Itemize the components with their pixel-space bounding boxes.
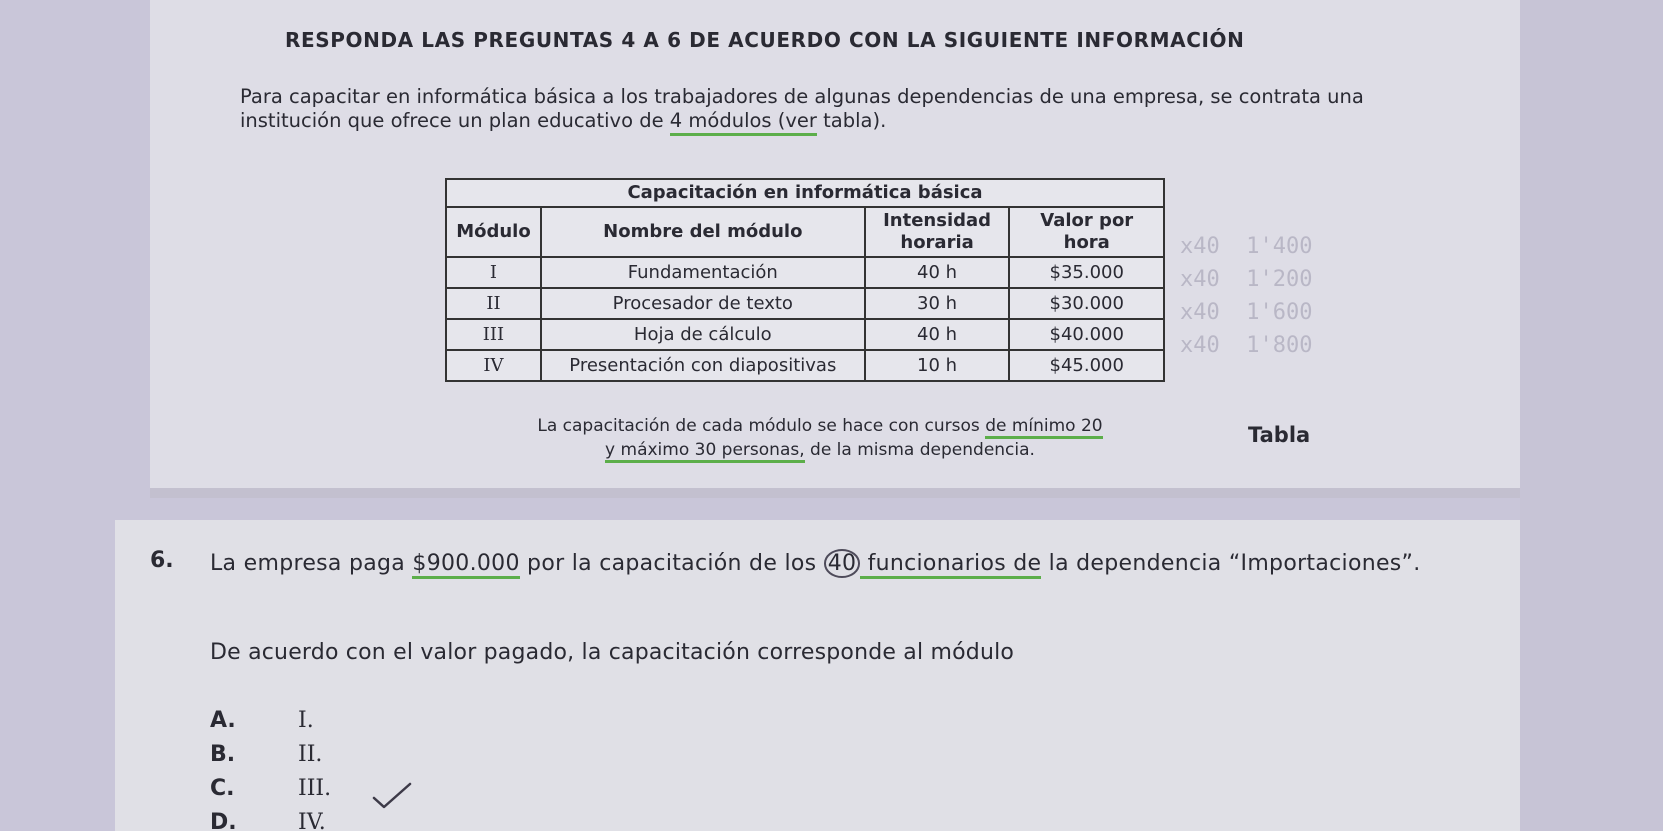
option-value: III.: [298, 776, 332, 801]
answer-option-d[interactable]: [210, 810, 326, 831]
footnote-line-1: [440, 414, 1200, 438]
footnote-text: de la misma dependencia.: [804, 440, 1035, 460]
header-module-name: Nombre del módulo: [541, 207, 865, 257]
option-letter: B.: [210, 742, 236, 767]
answer-option-a[interactable]: [210, 708, 314, 733]
cell-module: II: [446, 288, 541, 319]
table-row: [446, 257, 1164, 288]
footnote-line-2: [440, 438, 1200, 462]
intro-paragraph: [240, 85, 1460, 133]
option-value: I.: [298, 708, 314, 733]
cell-module-name: Fundamentación: [541, 257, 865, 288]
background-surface: [1520, 0, 1663, 831]
cell-hours: 40 h: [865, 319, 1010, 350]
cell-hourly-rate: $35.000: [1009, 257, 1164, 288]
instructions-heading: RESPONDA LAS PREGUNTAS 4 A 6 DE ACUERDO CON LA SIGUIENTE INFORMACIÓN: [285, 28, 1245, 52]
table-title: Capacitación en informática básica: [446, 179, 1164, 207]
option-value: II.: [298, 742, 323, 767]
answer-option-b[interactable]: [210, 742, 322, 767]
table-row: [446, 288, 1164, 319]
cell-hourly-rate: $30.000: [1009, 288, 1164, 319]
option-letter: C.: [210, 776, 235, 801]
intro-text-start: Para capacitar en informática básica a los trabajadores de algunas dependencias de una empresa, se contrata una institución que ofrece un plan educativo de: [240, 85, 1364, 132]
footnote-underlined-maximum: y máximo 30 personas,: [605, 440, 805, 463]
option-letter: A.: [210, 708, 236, 733]
training-modules-table: [445, 178, 1165, 382]
table-footnote: [440, 414, 1200, 462]
header-module: Módulo: [446, 207, 541, 257]
question-employee-count: 40: [824, 549, 861, 578]
question-statement: [210, 548, 1510, 580]
question-text: La empresa paga: [210, 551, 413, 576]
question-number: 6.: [150, 548, 174, 573]
answer-option-c[interactable]: [210, 776, 331, 801]
question-text: la dependencia “Importaciones”.: [1041, 551, 1421, 576]
question-text: por la capacitación de los: [519, 551, 824, 576]
question-amount: $900.000: [412, 551, 519, 579]
table-label: Tabla: [1248, 423, 1311, 447]
header-hours: Intensidad horaria: [865, 207, 1010, 257]
cell-hours: 30 h: [865, 288, 1010, 319]
intro-underlined-phrase: 4 módulos (ver: [670, 109, 817, 136]
cell-hourly-rate: $45.000: [1009, 350, 1164, 381]
table-row: [446, 350, 1164, 381]
cell-hourly-rate: $40.000: [1009, 319, 1164, 350]
cell-hours: 40 h: [865, 257, 1010, 288]
table-row: [446, 319, 1164, 350]
footnote-underlined-minimum: de mínimo 20: [985, 416, 1102, 439]
cell-module-name: Procesador de texto: [541, 288, 865, 319]
checkmark-icon: [372, 780, 412, 810]
intro-text-end: tabla).: [816, 109, 887, 132]
question-prompt: De acuerdo con el valor pagado, la capacitación corresponde al módulo: [210, 640, 1015, 665]
cell-module: I: [446, 257, 541, 288]
footnote-text: La capacitación de cada módulo se hace con cursos: [537, 416, 986, 436]
cell-module-name: Hoja de cálculo: [541, 319, 865, 350]
cell-hours: 10 h: [865, 350, 1010, 381]
header-hourly-rate: Valor por hora: [1009, 207, 1164, 257]
option-value: IV.: [298, 810, 326, 831]
cell-module: III: [446, 319, 541, 350]
cell-module-name: Presentación con diapositivas: [541, 350, 865, 381]
cell-module: IV: [446, 350, 541, 381]
question-underlined-phrase: funcionarios de: [860, 551, 1041, 579]
option-letter: D.: [210, 810, 237, 831]
paper-edge-shadow: [150, 488, 1520, 498]
handwritten-calculations: x40 1'400 x40 1'200 x40 1'600 x40 1'800: [1180, 234, 1313, 358]
